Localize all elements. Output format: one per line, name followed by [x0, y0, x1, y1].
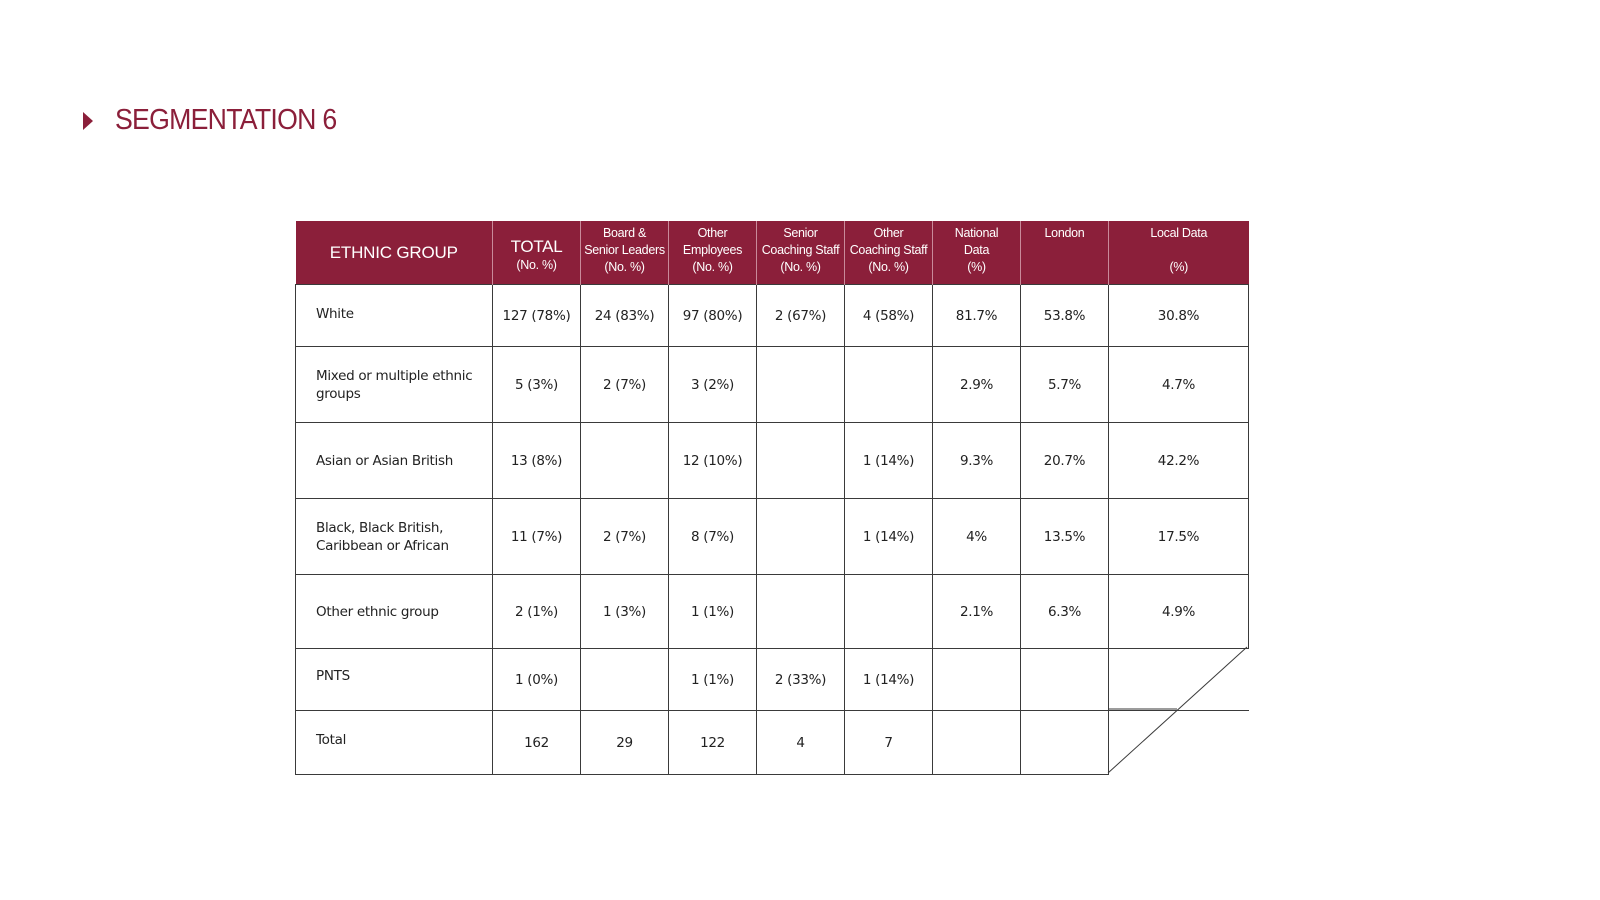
header-other-coaching-staff: Other Coaching Staff (No. %) — [845, 221, 933, 285]
header-national-data: National Data (%) — [933, 221, 1021, 285]
cell-other-coaching — [845, 575, 933, 649]
cell-senior-coaching — [757, 499, 845, 575]
header-ethnic-group: ETHNIC GROUP — [296, 221, 493, 285]
cell-national: 2.1% — [933, 575, 1021, 649]
cell-local: 4.7% — [1109, 347, 1249, 423]
table-row — [296, 499, 1249, 575]
cell-senior-coaching: 2 (33%) — [757, 649, 845, 711]
row-label: Total — [296, 711, 493, 775]
cell-board — [581, 649, 669, 711]
cell-london: 13.5% — [1021, 499, 1109, 575]
header-senior-coaching-staff: Senior Coaching Staff (No. %) — [757, 221, 845, 285]
cell-london — [1021, 711, 1109, 775]
cell-other-coaching: 1 (14%) — [845, 499, 933, 575]
cell-board: 2 (7%) — [581, 347, 669, 423]
row-label: White — [296, 285, 493, 347]
table-row — [296, 575, 1249, 649]
cell-other-employees: 1 (1%) — [669, 649, 757, 711]
cell-board: 24 (83%) — [581, 285, 669, 347]
cell-other-employees: 8 (7%) — [669, 499, 757, 575]
table-row — [296, 347, 1249, 423]
cell-london: 6.3% — [1021, 575, 1109, 649]
cell-local — [1109, 649, 1249, 711]
cell-local: 30.8% — [1109, 285, 1249, 347]
cell-total: 1 (0%) — [493, 649, 581, 711]
cell-london: 5.7% — [1021, 347, 1109, 423]
section-heading — [83, 104, 356, 137]
row-label: PNTS — [296, 649, 493, 711]
row-label: Black, Black British, Caribbean or African — [296, 499, 493, 575]
cell-total: 11 (7%) — [493, 499, 581, 575]
cell-national — [933, 649, 1021, 711]
cell-local: 17.5% — [1109, 499, 1249, 575]
row-label: Mixed or multiple ethnic groups — [296, 347, 493, 423]
cell-other-employees: 122 — [669, 711, 757, 775]
cell-total: 127 (78%) — [493, 285, 581, 347]
ethnic-group-table — [295, 221, 1249, 775]
cell-other-employees: 97 (80%) — [669, 285, 757, 347]
row-label: Asian or Asian British — [296, 423, 493, 499]
cell-total: 162 — [493, 711, 581, 775]
cell-national: 9.3% — [933, 423, 1021, 499]
cell-national: 2.9% — [933, 347, 1021, 423]
cell-london — [1021, 649, 1109, 711]
cell-senior-coaching — [757, 423, 845, 499]
cell-national: 81.7% — [933, 285, 1021, 347]
table-header-row — [296, 221, 1249, 285]
cell-senior-coaching: 4 — [757, 711, 845, 775]
cell-senior-coaching — [757, 347, 845, 423]
cell-local — [1109, 711, 1249, 775]
cell-senior-coaching — [757, 575, 845, 649]
cell-other-coaching: 7 — [845, 711, 933, 775]
cell-board: 29 — [581, 711, 669, 775]
cell-total: 13 (8%) — [493, 423, 581, 499]
cell-national — [933, 711, 1021, 775]
cell-board: 2 (7%) — [581, 499, 669, 575]
cell-other-coaching: 1 (14%) — [845, 423, 933, 499]
cell-other-employees: 12 (10%) — [669, 423, 757, 499]
cell-board — [581, 423, 669, 499]
row-label: Other ethnic group — [296, 575, 493, 649]
header-board-senior-leaders: Board & Senior Leaders (No. %) — [581, 221, 669, 285]
cell-national: 4% — [933, 499, 1021, 575]
table-row — [296, 649, 1249, 711]
cell-senior-coaching: 2 (67%) — [757, 285, 845, 347]
cell-other-employees: 3 (2%) — [669, 347, 757, 423]
triangle-bullet-icon — [83, 112, 93, 130]
cell-london: 53.8% — [1021, 285, 1109, 347]
header-total: TOTAL (No. %) — [493, 221, 581, 285]
ethnic-group-table-container — [295, 221, 1248, 774]
cell-other-coaching — [845, 347, 933, 423]
cell-total: 5 (3%) — [493, 347, 581, 423]
cell-london: 20.7% — [1021, 423, 1109, 499]
cell-other-coaching: 4 (58%) — [845, 285, 933, 347]
table-row — [296, 285, 1249, 347]
header-london: London — [1021, 221, 1109, 285]
header-other-employees: Other Employees (No. %) — [669, 221, 757, 285]
cell-other-coaching: 1 (14%) — [845, 649, 933, 711]
table-row — [296, 423, 1249, 499]
cell-board: 1 (3%) — [581, 575, 669, 649]
cell-other-employees: 1 (1%) — [669, 575, 757, 649]
page-title: SEGMENTATION 6 — [115, 104, 337, 136]
cell-local: 42.2% — [1109, 423, 1249, 499]
cell-local: 4.9% — [1109, 575, 1249, 649]
table-row — [296, 711, 1249, 775]
header-local-data: Local Data (%) — [1109, 221, 1249, 285]
cell-total: 2 (1%) — [493, 575, 581, 649]
